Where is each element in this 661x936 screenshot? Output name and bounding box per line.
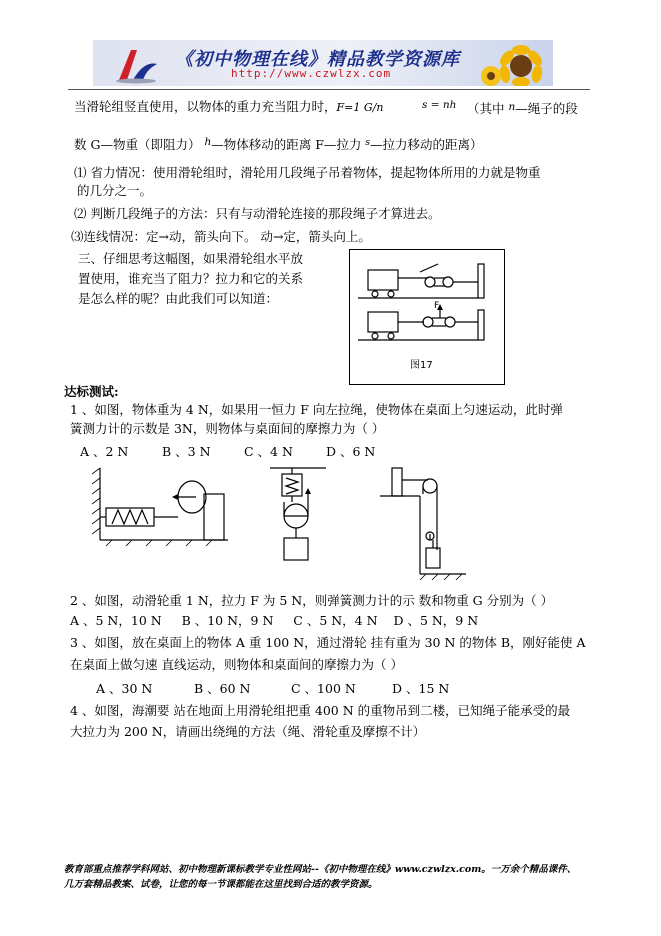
q4-line-1: 4 、如图，海潮要 站在地面上用滑轮组把重 400 N 的重物吊到二楼，已知绳子能承受的最 [70, 703, 571, 718]
q3-table-pulley-figure [376, 464, 468, 580]
intro-text-d: 数 G—物重（即阻力） [74, 137, 201, 152]
point-2: ⑵ 判断几段绳子的方法：只有与动滑轮连接的那段绳子才算进去。 [74, 206, 441, 221]
intro-text-f: —拉力移动的距离） [369, 137, 483, 152]
q1-line-2: 簧测力计的示数是 3N，则物体与桌面间的摩擦力为（ ） [70, 421, 385, 436]
q3-option-a: A 、30 N [96, 681, 153, 696]
q3-line-2: 在桌面上做匀速 直线运动，则物体和桌面间的摩擦力为（ ） [70, 657, 403, 672]
formula-distance: s = nh [422, 99, 457, 111]
q2-option-a: A 、5 N，10 N [70, 613, 162, 628]
section3-line-2: 置使用，谁充当了阻力？拉力和它的关系 [78, 271, 304, 286]
sunflower-icon [481, 40, 553, 86]
q3-option-c: C 、100 N [291, 681, 356, 696]
banner-url[interactable]: http://www.czwlzx.com [231, 67, 392, 80]
section3-line-1: 三、仔细思考这幅图，如果滑轮组水平放 [78, 251, 304, 266]
header-rule [68, 89, 590, 90]
horizontal-pulley-diagram [350, 250, 504, 384]
test-title: 达标测试: [64, 384, 119, 399]
q3-option-b: B 、60 N [194, 681, 251, 696]
q1-option-a: A 、2 N [80, 444, 129, 459]
symbol-h: h [204, 136, 212, 148]
point-1-line-1: ⑴ 省力情况：使用滑轮组时，滑轮用几段绳子吊着物体，提起物体所用的力就是物重 [74, 165, 541, 180]
point-3: ⑶连线情况：定→动，箭头向下。 动→定，箭头向上。 [71, 229, 371, 244]
intro-text-b: （其中 [467, 101, 505, 116]
q2-movable-pulley-figure [268, 464, 330, 570]
formula-force: F=1 G/n [336, 101, 384, 114]
q1-option-d: D 、6 N [326, 444, 376, 459]
figure-caption: 图17 [410, 360, 433, 371]
figure-force-label: F [434, 301, 440, 311]
intro-text-a: 当滑轮组竖直使用，以物体的重力充当阻力时， [74, 99, 337, 114]
q2-options [70, 612, 478, 630]
intro-text-c: —绳子的段 [515, 101, 578, 116]
footer-line-1: 教育部重点推荐学科网站、初中物理新课标教学专业性网站--《初中物理在线》www.czwlzx.com。一万余个精品课件、 [64, 864, 577, 875]
intro-line-1-tail [467, 98, 578, 118]
footer [64, 862, 576, 892]
figure-17 [349, 249, 505, 385]
q3-option-d: D 、15 N [392, 681, 450, 696]
q2-text: 2 、如图，动滑轮重 1 N，拉力 F 为 5 N，则弹簧测力计的示 数和物重 G 分别为（ ） [70, 593, 554, 608]
site-logo-icon [111, 44, 161, 84]
q2-option-b: B 、10 N，9 N [181, 613, 274, 628]
banner-title: 《初中物理在线》精品教学资源库 [175, 49, 460, 70]
q1-spring-pulley-figure [92, 464, 232, 546]
q1-option-c: C 、4 N [244, 444, 293, 459]
q3-line-1: 3 、如图，放在桌面上的物体 A 重 100 N，通过滑轮 挂有重为 30 N 的物体 B，刚好能使 A [70, 635, 586, 650]
q2-option-c: C 、5 N，4 N [293, 613, 378, 628]
q2-option-d: D 、5 N，9 N [393, 613, 479, 628]
symbol-n: n [508, 101, 516, 113]
q1-line-1: 1 、如图，物体重为 4 N，如果用一恒力 F 向左拉绳，使物体在桌面上匀速运动，此时弹 [70, 402, 563, 417]
q4-line-2: 大拉力为 200 N，请画出绕绳的方法（绳、滑轮重及摩擦不计） [70, 724, 426, 739]
intro-text-e: —物体移动的距离 F—拉力 [211, 137, 362, 152]
intro-line-2 [74, 133, 483, 154]
q1-option-b: B 、3 N [162, 444, 211, 459]
symbol-s: s [365, 138, 370, 148]
section3-line-3: 是怎么样的呢？由此我们可以知道： [78, 291, 279, 306]
footer-line-2: 几万套精品教案、试卷，让您的每一节课都能在这里找到合适的教学资源。 [64, 879, 378, 890]
point-1-line-2: 的几分之一。 [77, 183, 153, 198]
header-banner [93, 40, 553, 86]
intro-line-1 [74, 98, 383, 117]
